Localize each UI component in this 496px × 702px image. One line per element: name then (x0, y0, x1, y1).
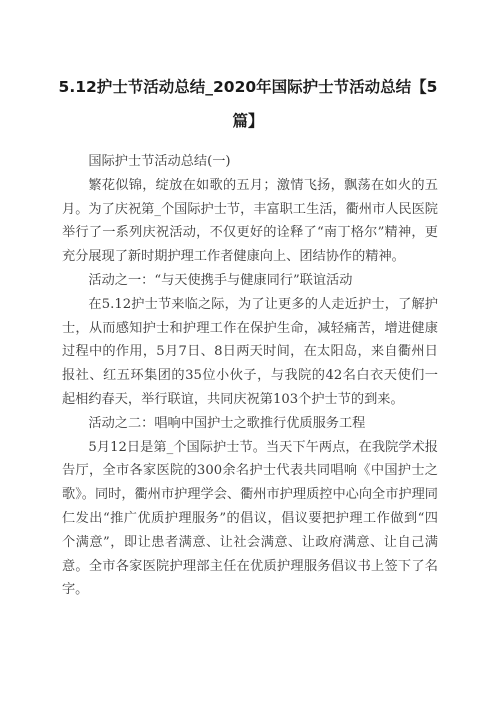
document-title: 5.12护士节活动总结_2020年国际护士节活动总结【5篇】 (58, 78, 438, 130)
section-heading: 国际护士节活动总结(一) (88, 154, 231, 169)
body-paragraph: 繁花似锦，绽放在如歌的五月；激情飞扬，飘荡在如火的五月。为了庆祝第_个国际护士节，丰富职工生活，衢州市人民医院举行了一系列庆祝活动，不仅更好的诠释了“南丁格尔”精神，更充分展现了新时期护理工作者健康向上、团结协作的精神。 (62, 177, 438, 265)
body-paragraph: 5月12日是第_个国际护士节。当天下午两点，在我院学术报告厅，全市各家医院的300余名护士代表共同唱响《中国护士之歌》。同时，衢州市护理学会、衢州市护理质控中心向全市护理同仁发出“推广优质护理服务”的倡议，倡议要把护理工作做到“四个满意”，即让患者满意、让社会满意、让政府满意、让自己满意。全市各家医院护理部主任在优质护理服务倡议书上签下了名字。 (62, 439, 438, 598)
document-body (62, 150, 438, 602)
activity-heading: 活动之一：“与天使携手与健康同行”联谊活动 (88, 272, 353, 288)
body-paragraph: 在5.12护士节来临之际，为了让更多的人走近护士，了解护士，从而感知护士和护理工作在保护生命，减轻痛苦，增进健康过程中的作用，5月7日、8日两天时间，在太阳岛，来自衢州日报社、红五环集团的35位小伙子，与我院的42名白衣天使们一起相约春天，举行联谊，共同庆祝第103个护士节的到来。 (62, 296, 438, 407)
activity-heading: 活动之二：唱响中国护士之歌推行优质服务工程 (88, 415, 366, 431)
